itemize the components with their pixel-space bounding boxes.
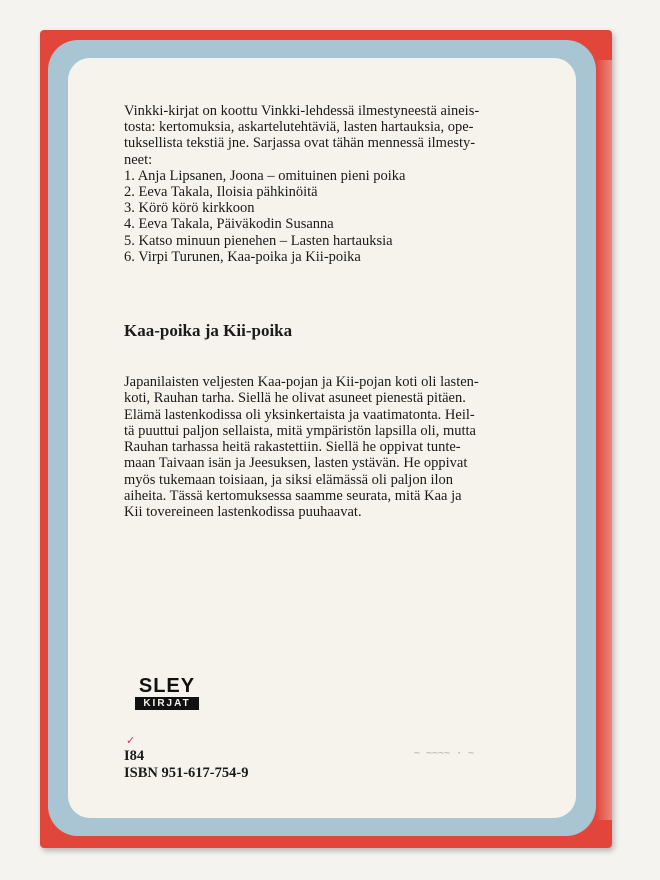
product-code: I84	[124, 748, 145, 764]
intro-line: tosta: kertomuksia, askartelutehtäviä, lasten hartauksia, ope-	[124, 119, 474, 136]
series-list	[124, 168, 544, 265]
description	[124, 374, 556, 521]
isbn: ISBN 951-617-754-9	[124, 765, 249, 781]
spine-wear	[596, 60, 612, 820]
intro-block	[124, 103, 544, 265]
text-panel	[68, 58, 576, 818]
intro-line: Vinkki-kirjat on koottu Vinkki-lehdessä ilmestyneestä aineis-	[124, 103, 480, 119]
description-line: myös tukemaan toisiaan, ja siksi elämässä oli paljon ilon	[124, 471, 454, 488]
pen-mark: ✓	[126, 734, 136, 747]
intro-text	[124, 103, 544, 168]
description-line: Japanilaisten veljesten Kaa-pojan ja Kii-pojan koti oli lasten-	[124, 374, 479, 390]
logo-bottom-text: KIRJAT	[135, 697, 199, 710]
series-item: 1. Anja Lipsanen, Joona – omituinen pieni poika	[124, 167, 406, 184]
book-title: Kaa-poika ja Kii-poika	[124, 321, 293, 340]
publisher-logo	[124, 676, 210, 710]
series-item: 6. Virpi Turunen, Kaa-poika ja Kii-poika	[124, 248, 361, 265]
pencil-scribble: ~ ~~~~ · ~	[414, 748, 475, 759]
intro-line: neet:	[124, 151, 153, 168]
description-line: Rauhan tarhassa heitä rakastettiin. Siellä he oppivat tunte-	[124, 439, 461, 456]
series-item: 2. Eeva Takala, Iloisia pähkinöitä	[124, 184, 318, 201]
logo-top-text: SLEY	[138, 675, 196, 697]
book-back-cover	[40, 30, 612, 848]
intro-line: tuksellista tekstiä jne. Sarjassa ovat tähän mennessä ilmesty-	[124, 135, 476, 152]
description-line: aiheita. Tässä kertomuksessa saamme seurata, mitä Kaa ja	[124, 488, 462, 505]
series-item: 4. Eeva Takala, Päiväkodin Susanna	[124, 216, 334, 233]
description-line: Elämä lastenkodissa oli yksinkertaista ja vaatimatonta. Heil-	[124, 406, 475, 423]
description-line: tä puuttui paljon sellaista, mitä ympäristön lapsilla oli, mutta	[124, 422, 476, 439]
blue-frame	[48, 40, 596, 836]
series-item: 3. Körö körö kirkkoon	[124, 200, 255, 217]
series-item: 5. Katso minuun pienehen – Lasten hartauksia	[124, 232, 393, 249]
description-line: Kii tovereineen lastenkodissa puuhaavat.	[124, 504, 362, 521]
description-line: maan Taivaan isän ja Jeesuksen, lasten ystävän. He oppivat	[124, 455, 468, 472]
description-line: koti, Rauhan tarha. Siellä he olivat asuneet pienestä pitäen.	[124, 390, 466, 407]
publication-info	[124, 748, 248, 782]
